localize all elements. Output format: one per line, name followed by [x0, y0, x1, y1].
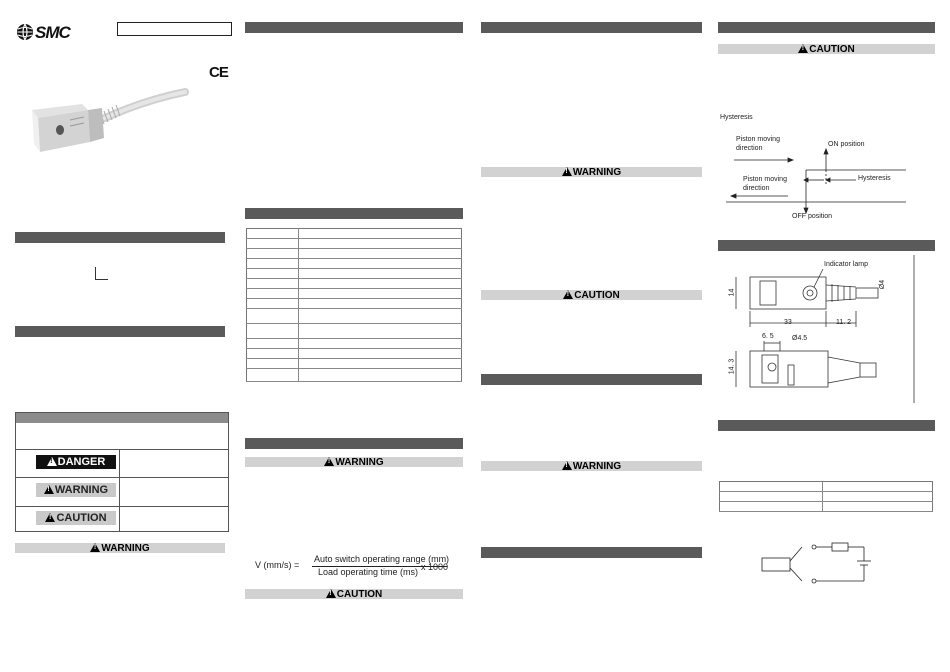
- section-bar-4: [245, 208, 463, 219]
- hysteresis-diagram: [718, 112, 918, 224]
- warning-alert-icon: [562, 461, 572, 470]
- load-resistor: [832, 543, 848, 551]
- spec-row: [247, 259, 462, 269]
- danger-label: !DANGER: [36, 455, 116, 469]
- section-bar-5: [245, 438, 463, 449]
- danger-alert-icon: [47, 457, 57, 466]
- spec-row: [247, 299, 462, 309]
- product-photo: [30, 80, 190, 160]
- dim-14-3: 14. 3: [728, 358, 736, 375]
- caution-alert-icon: [798, 44, 808, 53]
- warning-alert-icon: [44, 485, 54, 494]
- dim-6-5: 6. 5: [762, 333, 774, 340]
- dimension-drawing: [728, 255, 916, 403]
- spec-row: [247, 359, 462, 369]
- speed-formula: [255, 556, 455, 582]
- dim-11-2: 11. 2: [836, 319, 852, 326]
- formula-lhs: V (mm/s) =: [255, 560, 300, 570]
- switch-box: [762, 558, 790, 571]
- hysteresis-lines: [718, 112, 918, 224]
- caution-label: !CAUTION: [36, 511, 116, 525]
- spec-row: [247, 324, 462, 339]
- ce-mark: CE: [209, 64, 228, 81]
- dim-d4: Ø4: [879, 279, 887, 290]
- indicator-lamp-label: Indicator lamp: [824, 261, 868, 268]
- section-bar-10: [718, 240, 935, 251]
- wiring-row: [720, 502, 933, 512]
- section-bar-2: [15, 326, 225, 337]
- dim-d4-5: Ø4.5: [792, 335, 808, 342]
- piston-bottom-line1: Piston moving: [743, 176, 787, 183]
- formula-multiplier: x 1000: [421, 562, 449, 572]
- spec-row: [247, 339, 462, 349]
- caution-alert-icon: [326, 589, 336, 598]
- section-bar-8: [481, 547, 702, 558]
- caution-heading-col3: !CAUTION: [481, 290, 702, 300]
- warning-alert-icon: [324, 457, 334, 466]
- spec-row: [247, 229, 462, 239]
- caution-heading-col4: !CAUTION: [718, 44, 935, 54]
- dim-33: 33: [784, 319, 792, 326]
- warning-heading-col1: !WARNING: [15, 543, 225, 553]
- piston-top-line1: Piston moving: [736, 136, 780, 143]
- hysteresis-title: Hysteresis: [720, 114, 753, 121]
- spec-row: [247, 249, 462, 259]
- dimension-lines: [728, 255, 916, 403]
- doc-number-box: [117, 22, 232, 36]
- spec-row: [247, 289, 462, 299]
- safety-table: [15, 412, 229, 532]
- off-position-label: OFF position: [792, 213, 833, 220]
- section-bar-1: [15, 232, 225, 243]
- circuit-diagram: [760, 535, 880, 587]
- piston-top-line2: direction: [736, 145, 763, 152]
- warning-alert-icon: [90, 543, 100, 552]
- safety-table-intro-divider: [16, 449, 228, 450]
- wiring-row: [720, 482, 933, 492]
- section-bar-6: [481, 22, 702, 33]
- safety-row-divider-2: [16, 506, 228, 507]
- warning-heading-col3-a: !WARNING: [481, 167, 702, 177]
- piston-bottom-line2: direction: [743, 185, 770, 192]
- specification-table: [246, 228, 462, 382]
- wiring-row: [720, 492, 933, 502]
- wiring-table: [719, 481, 933, 512]
- safety-table-col-divider: [119, 449, 120, 531]
- section-bar-11: [718, 420, 935, 431]
- spec-row: [247, 279, 462, 289]
- hysteresis-label: Hysteresis: [858, 175, 891, 182]
- warning-heading-col3-b: !WARNING: [481, 461, 702, 471]
- bracket-mark: [95, 267, 108, 280]
- safety-table-header: [16, 413, 228, 423]
- dim-14: 14: [728, 288, 736, 297]
- spec-row: [247, 349, 462, 359]
- warning-alert-icon: [562, 167, 572, 176]
- section-bar-7: [481, 374, 702, 385]
- formula-denominator: Load operating time (ms): [318, 567, 419, 577]
- spec-row: [247, 369, 462, 382]
- caution-heading-col2: !CAUTION: [245, 589, 463, 599]
- section-bar-9: [718, 22, 935, 33]
- spec-row: [247, 239, 462, 249]
- section-bar-3: [245, 22, 463, 33]
- spec-row: [247, 309, 462, 324]
- formula-numerator: Auto switch operating range (mm): [314, 554, 450, 564]
- caution-alert-icon: [563, 290, 573, 299]
- spec-row: [247, 269, 462, 279]
- caution-alert-icon: [45, 513, 55, 522]
- warning-heading-col2: !WARNING: [245, 457, 463, 467]
- on-position-label: ON position: [828, 141, 865, 148]
- brand-name: SMC: [35, 23, 70, 42]
- warning-label: !WARNING: [36, 483, 116, 497]
- smc-logo: [16, 22, 76, 42]
- safety-row-divider-1: [16, 477, 228, 478]
